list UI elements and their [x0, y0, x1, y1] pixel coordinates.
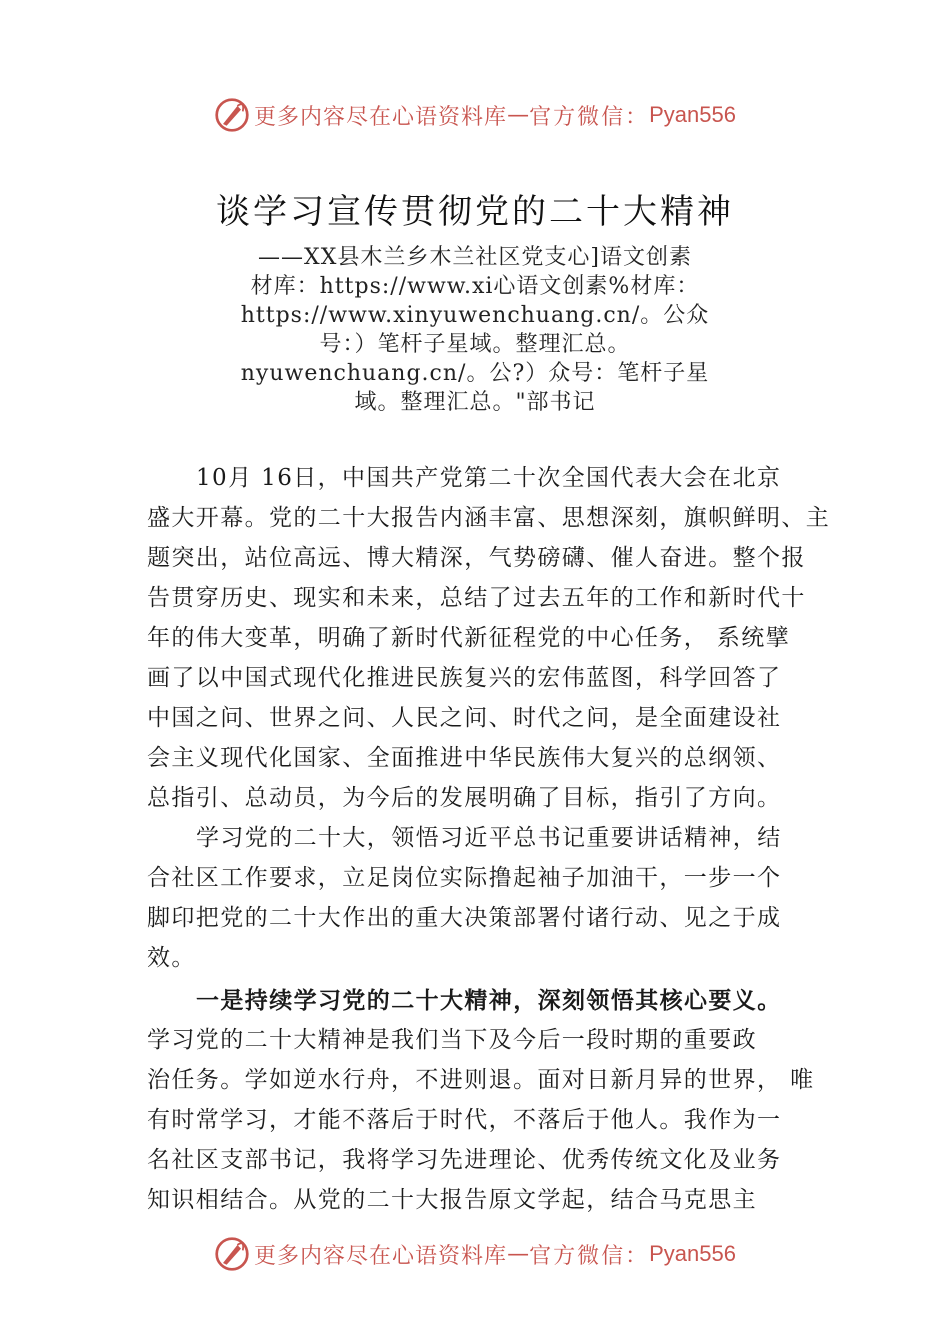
paragraph-line: 盛大开幕。党的二十大报告内涵丰富、思想深刻，旗帜鲜明、主 — [147, 505, 831, 531]
banner-handle: Pyan556 — [649, 102, 736, 127]
banner-brand: 更多内容尽在心语资料库 — [254, 1243, 508, 1269]
paragraph-line: 题突出，站位高远、博大精深，气势磅礴、催人奋进。整个报 — [147, 545, 806, 571]
section-heading: 一是持续学习党的二十大精神，深刻领悟其核心要义。 — [196, 988, 782, 1014]
banner-label: 官方微信： — [529, 1243, 650, 1269]
subtitle-line: nyuwenchuang.cn/。公?）众号：笔杆子星 — [240, 361, 710, 386]
banner-separator: — — [507, 1241, 530, 1267]
paragraph-line: 名社区支部书记，我将学习先进理论、优秀传统文化及业务 — [147, 1147, 782, 1173]
paragraph-line: 治任务。学如逆水行舟，不进则退。面对日新月异的世界， 唯 — [147, 1067, 815, 1093]
paragraph-line: 年的伟大变革，明确了新时代新征程党的中心任务， 系统擘 — [147, 625, 791, 651]
paragraph-line: 效。 — [147, 945, 196, 971]
subtitle-line: 号：）笔杆子星域。整理汇总。 — [319, 332, 631, 357]
subtitle-line: 域。整理汇总。"部书记 — [354, 390, 596, 415]
subtitle-line: ——XX县木兰乡木兰社区党支心]语文创素 — [258, 245, 692, 270]
paragraph-line: 学习党的二十大精神是我们当下及今后一段时期的重要政 — [147, 1027, 757, 1053]
paragraph-line: 知识相结合。从党的二十大报告原文学起，结合马克思主 — [147, 1187, 757, 1213]
quill-logo-icon — [214, 1236, 250, 1272]
banner-label: 官方微信： — [529, 104, 650, 130]
subtitle-line: 材库：https://www.xi心语文创素%材库： — [250, 274, 700, 299]
paragraph-line: 学习党的二十大，领悟习近平总书记重要讲话精神，结 — [196, 825, 782, 851]
paragraph-line: 脚印把党的二十大作出的重大决策部署付诸行动、见之于成 — [147, 905, 782, 931]
paragraph-line: 10月 16日，中国共产党第二十次全国代表大会在北京 — [196, 465, 782, 491]
paragraph-line: 画了以中国式现代化推进民族复兴的宏伟蓝图，科学回答了 — [147, 665, 782, 691]
paragraph-line: 告贯穿历史、现实和未来，总结了过去五年的工作和新时代十 — [147, 585, 806, 611]
paragraph-line: 合社区工作要求，立足岗位实际撸起袖子加油干，一步一个 — [147, 865, 782, 891]
banner-brand: 更多内容尽在心语资料库 — [254, 104, 508, 130]
banner-separator: — — [507, 102, 530, 128]
paragraph-line: 有时常学习，才能不落后于时代，不落后于他人。我作为一 — [147, 1107, 782, 1133]
subtitle-block — [205, 243, 745, 417]
banner-handle: Pyan556 — [649, 1241, 736, 1266]
header-banner — [0, 93, 950, 137]
footer-banner — [0, 1232, 950, 1276]
paragraph-line: 总指引、总动员，为今后的发展明确了目标，指引了方向。 — [147, 785, 782, 811]
quill-logo-icon — [214, 97, 250, 133]
paragraph-line: 中国之问、世界之问、人民之问、时代之问，是全面建设社 — [147, 705, 782, 731]
subtitle-line: https://www.xinyuwenchuang.cn/。公众 — [240, 303, 710, 328]
paragraph-line: 会主义现代化国家、全面推进中华民族伟大复兴的总纲领、 — [147, 745, 782, 771]
document-title: 谈学习宣传贯彻党的二十大精神 — [216, 192, 734, 232]
